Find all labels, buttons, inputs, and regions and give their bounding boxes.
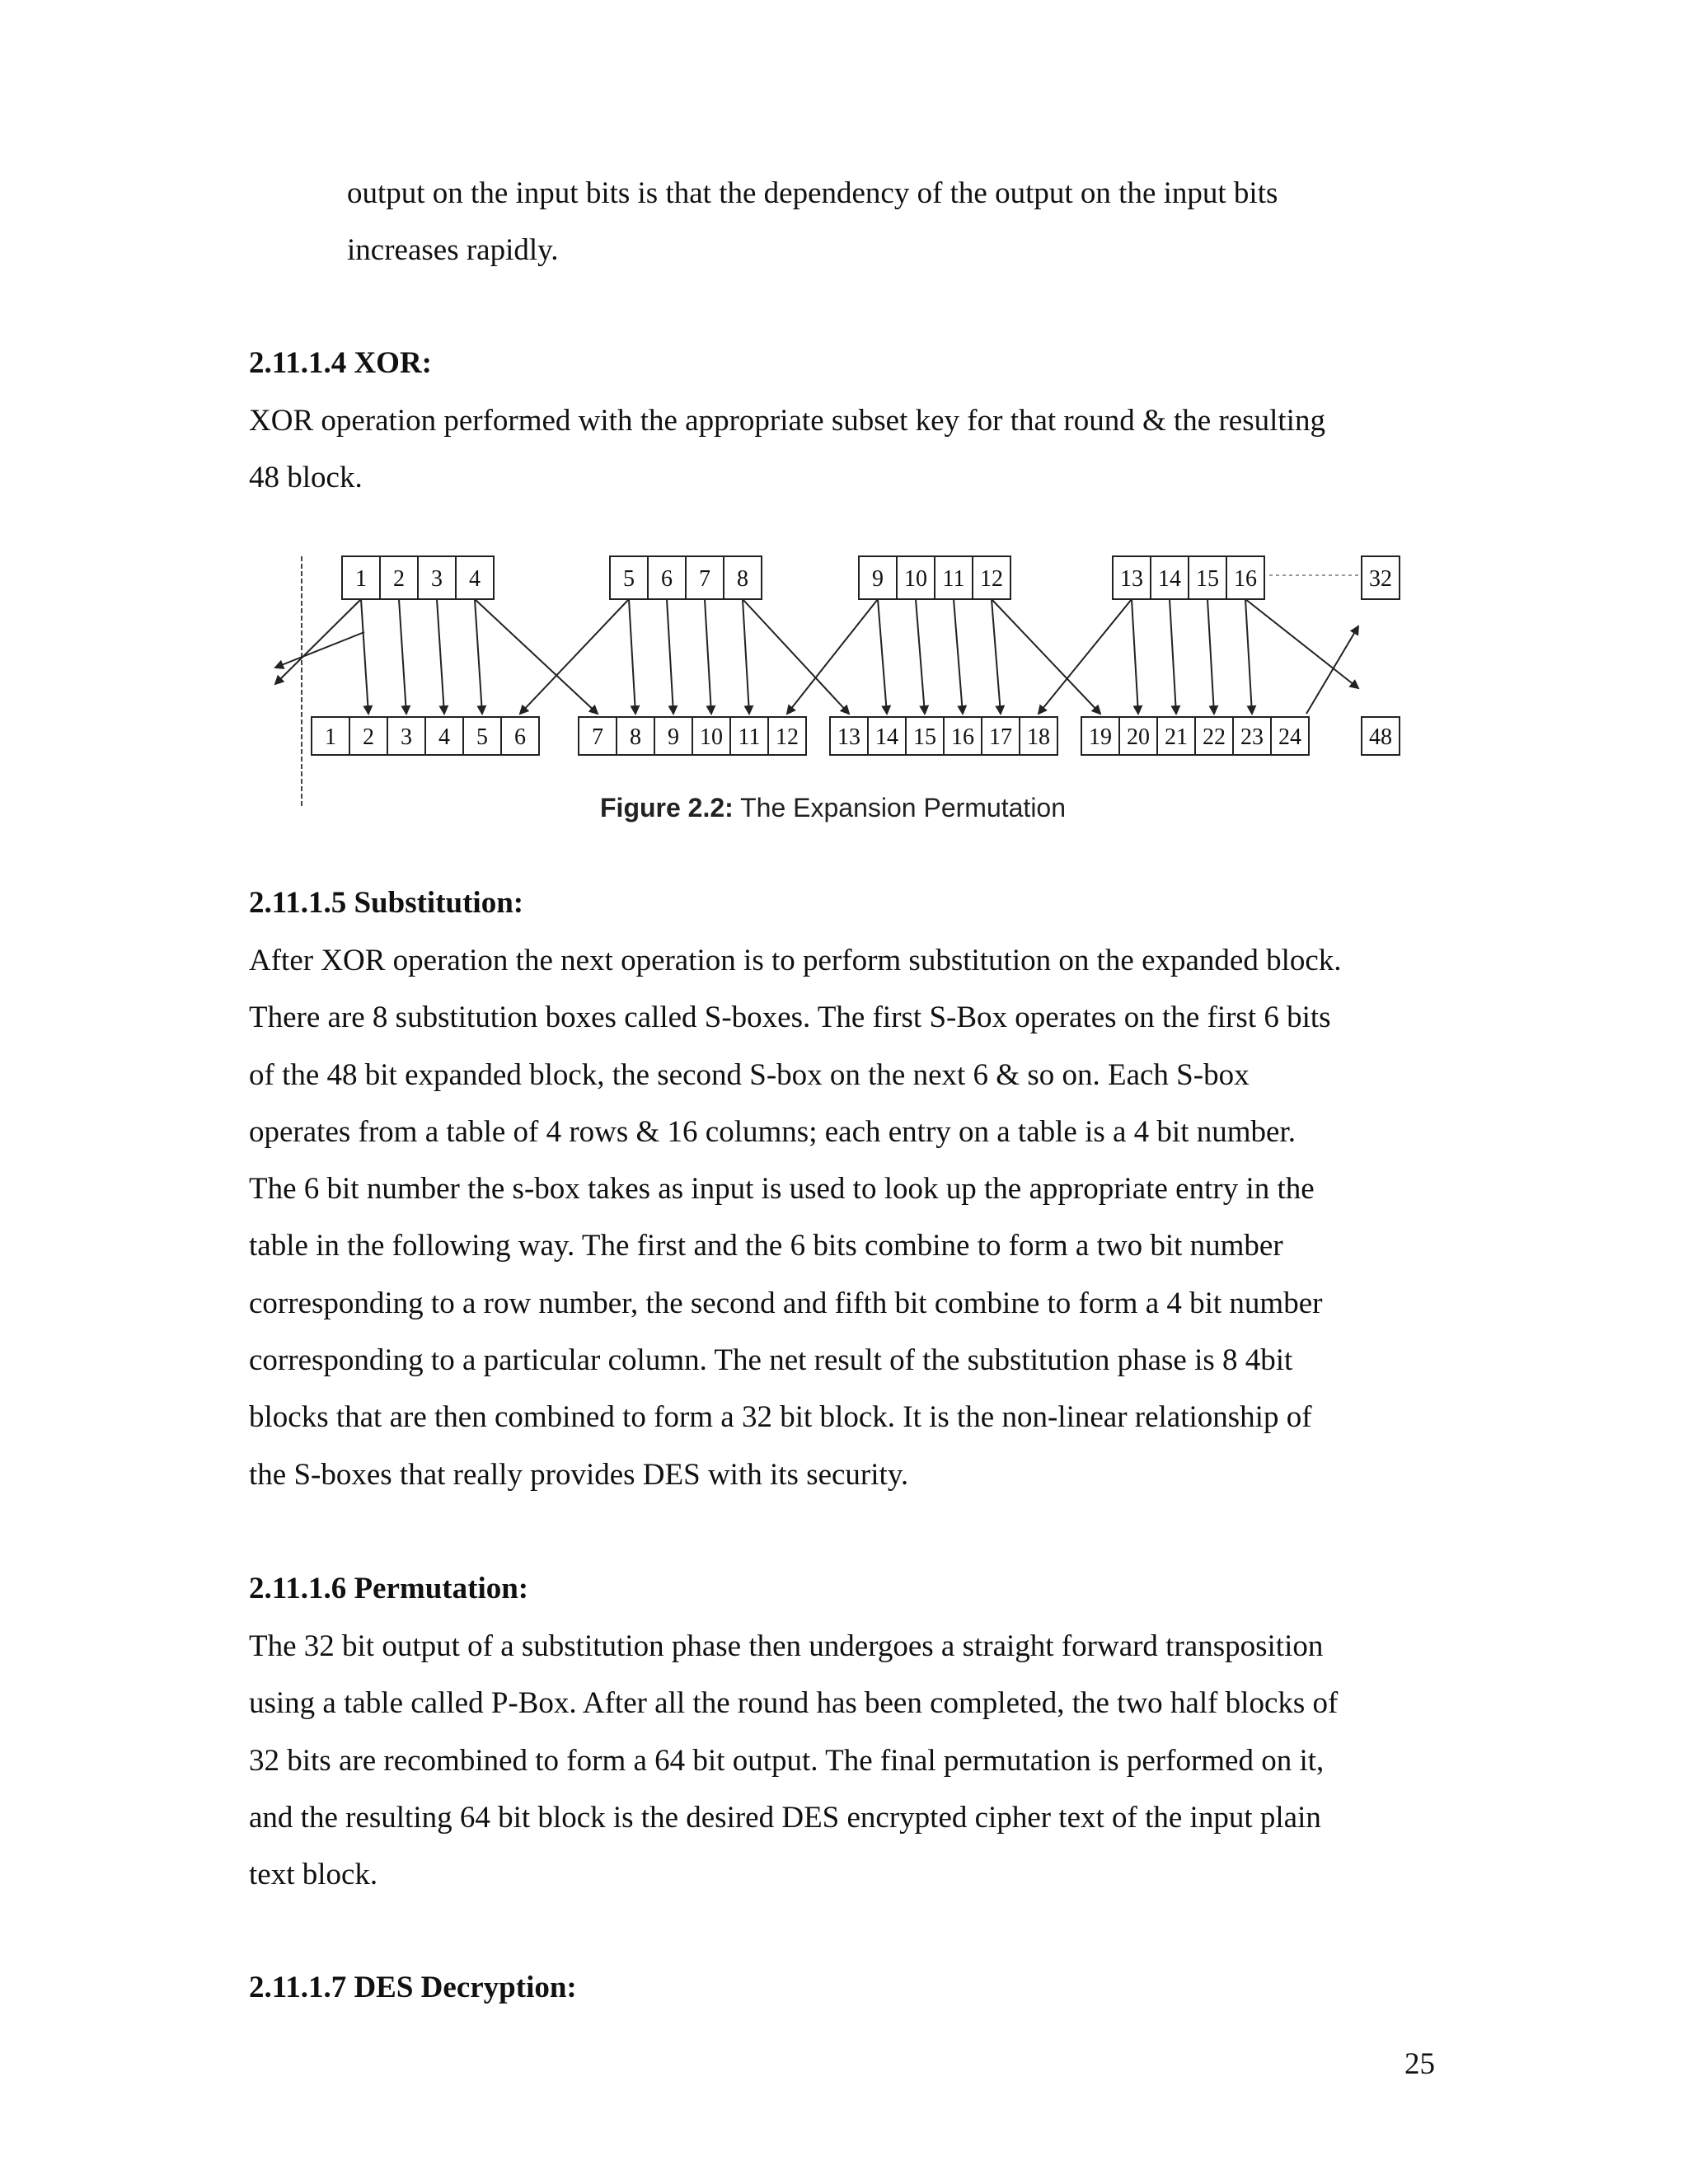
input-bit-6-label: 6 [661,566,673,592]
straight-arrow-16 [1245,599,1252,714]
wrap-arrow-up-right [1306,626,1358,714]
output-bit-15-label: 15 [913,724,936,750]
output-bit-23-label: 23 [1240,724,1264,750]
cross-arrow-left-1 [275,599,361,684]
input-bit-10-label: 10 [904,566,927,592]
output-bit-24-label: 24 [1278,724,1301,750]
output-bit-12-label: 12 [776,724,799,750]
input-bit-5-label: 5 [623,566,635,592]
straight-arrow-1 [361,599,368,714]
output-bit-6-label: 6 [514,724,526,750]
permutation-heading: 2.11.1.6 Permutation: [249,1572,529,1605]
output-bit-9-label: 9 [668,724,679,750]
intro-paragraph: output on the input bits is that the dependency of the output on the input bits increases rapidly. [347,176,1278,268]
straight-arrow-12 [992,599,1001,714]
input-bit-11-label: 11 [942,566,965,592]
xor-heading: 2.11.1.4 XOR: [249,346,432,380]
straight-arrow-6 [667,599,673,714]
output-bit-1-label: 1 [325,724,336,750]
output-bit-17-label: 17 [989,724,1012,750]
output-bit-48-label: 48 [1369,724,1392,750]
substitution-heading: 2.11.1.5 Substitution: [249,886,524,920]
output-bit-20-label: 20 [1127,724,1150,750]
straight-arrow-14 [1170,599,1176,714]
straight-arrow-11 [954,599,963,714]
input-bit-9-label: 9 [872,566,884,592]
output-bit-21-label: 21 [1165,724,1188,750]
wrap-arrow-left [275,632,364,668]
input-bit-16-label: 16 [1234,566,1257,592]
straight-arrow-13 [1132,599,1138,714]
input-bit-13-label: 13 [1120,566,1143,592]
straight-arrow-8 [743,599,749,714]
input-bit-8-label: 8 [737,566,748,592]
figure-caption-text: The Expansion Permutation [740,793,1067,823]
expansion-permutation-figure [272,511,1451,857]
output-bit-18-label: 18 [1027,724,1050,750]
output-bit-4-label: 4 [438,724,450,750]
input-bit-3-label: 3 [431,566,443,592]
figure-caption [272,791,1451,824]
straight-arrow-5 [629,599,635,714]
figure-caption-label: Figure 2.2: [600,793,734,823]
input-bit-4-label: 4 [469,566,481,592]
page-number: 25 [1404,2047,1435,2081]
output-bit-16-label: 16 [951,724,974,750]
output-bit-13-label: 13 [837,724,860,750]
straight-arrow-4 [475,599,482,714]
output-bit-14-label: 14 [875,724,898,750]
input-bit-14-label: 14 [1158,566,1181,592]
substitution-paragraph: After XOR operation the next operation is to perform substitution on the expanded block. There are 8 substitution boxes called S-boxes. The first S-Box operates on the first 6 bits of the 48 bit expanded block, the second S-box on the next 6 & so on. Each S-box operates from a table of 4 rows & 16 columns; each entry on a table is a 4 bit number. The 6 bit number the s-box takes as input is used to look up the appropriate entry in the table in the following way. The first and the 6 bits combine to form a two bit number corresponding to a row number, the second and fifth bit combine to form a 4 bit number corresponding to a particular column. The net result of the substitution phase is 8 4bit blocks that are then combined to form a 32 bit block. It is the non-linear relationship of the S-boxes that really provides DES with its security. [249,944,1342,1492]
decryption-heading: 2.11.1.7 DES Decryption: [249,1971,577,2004]
straight-arrow-15 [1207,599,1214,714]
output-bit-3-label: 3 [401,724,412,750]
straight-arrow-9 [878,599,887,714]
input-bit-7-label: 7 [699,566,710,592]
output-bit-22-label: 22 [1203,724,1226,750]
straight-arrow-3 [437,599,444,714]
output-bit-8-label: 8 [630,724,641,750]
cross-arrow-right-3 [992,599,1100,714]
wrap-arrow-down-right [1245,599,1358,688]
xor-paragraph: XOR operation performed with the appropriate subset key for that round & the resulting 48 block. [249,404,1325,495]
output-bit-10-label: 10 [700,724,723,750]
input-bit-1-label: 1 [355,566,367,592]
input-bit-15-label: 15 [1196,566,1219,592]
input-bit-2-label: 2 [393,566,405,592]
straight-arrow-2 [399,599,406,714]
output-bit-7-label: 7 [592,724,603,750]
permutation-paragraph: The 32 bit output of a substitution phase then undergoes a straight forward transposition using a table called P-Box. After all the round has been completed, the two half blocks of 32 bits are recombined to form a 64 bit output. The final permutation is performed on it, and the resulting 64 bit block is the desired DES encrypted cipher text of the input plain text block. [249,1629,1339,1892]
output-bit-19-label: 19 [1089,724,1112,750]
output-bit-11-label: 11 [738,724,761,750]
input-bit-32-label: 32 [1369,566,1392,592]
straight-arrow-7 [705,599,711,714]
input-bit-12-label: 12 [980,566,1003,592]
output-bit-2-label: 2 [363,724,374,750]
straight-arrow-10 [916,599,925,714]
output-bit-5-label: 5 [476,724,488,750]
